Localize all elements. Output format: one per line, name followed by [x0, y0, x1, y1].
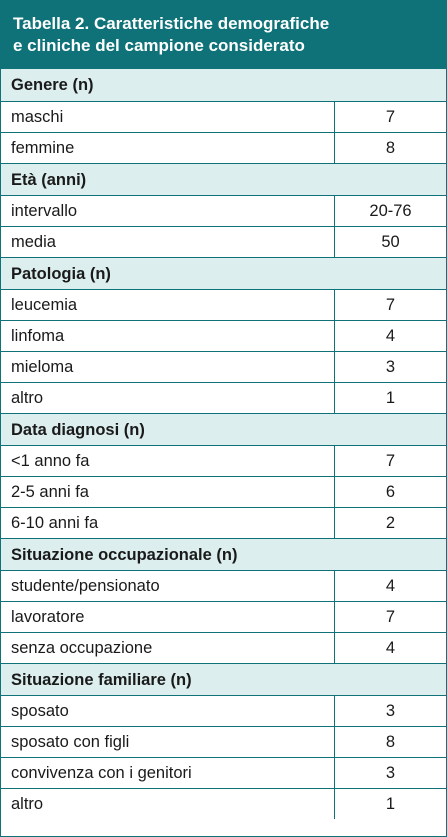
table-row — [1, 195, 446, 226]
row-label: lavoratore — [11, 608, 85, 626]
row-value: 4 — [334, 633, 446, 663]
table-row — [1, 601, 446, 632]
row-label: femmine — [11, 139, 75, 157]
row-value: 50 — [334, 227, 446, 257]
section-heading-label: Genere (n) — [11, 76, 94, 94]
table-row — [1, 757, 446, 788]
table-row — [1, 788, 446, 819]
row-label: 6-10 anni fa — [11, 514, 99, 532]
row-value: 4 — [334, 321, 446, 351]
section-heading — [1, 163, 446, 195]
section-heading-label: Patologia (n) — [11, 265, 111, 283]
row-value: 7 — [334, 290, 446, 320]
table-row — [1, 132, 446, 163]
row-label: intervallo — [11, 202, 78, 220]
row-value: 1 — [334, 789, 446, 819]
table-row — [1, 726, 446, 757]
table-title-line-2: e cliniche del campione considerato — [13, 36, 305, 55]
row-value: 3 — [334, 758, 446, 788]
row-label: altro — [11, 795, 44, 813]
row-label: convivenza con i genitori — [11, 764, 192, 782]
table-row — [1, 476, 446, 507]
table-row — [1, 445, 446, 476]
row-label: senza occupazione — [11, 639, 153, 657]
section-heading-label: Situazione familiare (n) — [11, 671, 192, 689]
row-value: 8 — [334, 133, 446, 163]
section-heading — [1, 413, 446, 445]
row-value: 8 — [334, 727, 446, 757]
row-value: 3 — [334, 696, 446, 726]
table-row — [1, 289, 446, 320]
section-heading-label: Età (anni) — [11, 171, 87, 189]
table-row — [1, 695, 446, 726]
section-heading-label: Situazione occupazionale (n) — [11, 546, 238, 564]
row-value: 4 — [334, 571, 446, 601]
table-row — [1, 226, 446, 257]
row-label: leucemia — [11, 296, 78, 314]
row-label: studente/pensionato — [11, 577, 160, 595]
row-label: sposato con figli — [11, 733, 130, 751]
table-row — [1, 570, 446, 601]
row-value: 7 — [334, 446, 446, 476]
table-row — [1, 320, 446, 351]
row-label: mieloma — [11, 358, 74, 376]
section-heading-label: Data diagnosi (n) — [11, 421, 145, 439]
row-value: 1 — [334, 383, 446, 413]
row-label: <1 anno fa — [11, 452, 90, 470]
table-row — [1, 101, 446, 132]
table-row — [1, 507, 446, 538]
row-value: 6 — [334, 477, 446, 507]
table-row — [1, 351, 446, 382]
row-value: 7 — [334, 102, 446, 132]
row-label: linfoma — [11, 327, 65, 345]
section-heading — [1, 663, 446, 695]
section-heading — [1, 69, 446, 101]
section-heading — [1, 257, 446, 289]
row-label: sposato — [11, 702, 69, 720]
table-row — [1, 632, 446, 663]
row-label: maschi — [11, 108, 64, 126]
row-value: 3 — [334, 352, 446, 382]
row-value: 7 — [334, 602, 446, 632]
table-row — [1, 382, 446, 413]
table-body — [1, 69, 446, 819]
row-label: 2-5 anni fa — [11, 483, 89, 501]
row-label: media — [11, 233, 56, 251]
row-label: altro — [11, 389, 44, 407]
row-value: 2 — [334, 508, 446, 538]
section-heading — [1, 538, 446, 570]
row-value: 20-76 — [334, 196, 446, 226]
table-title — [1, 1, 446, 69]
table-title-line-1: Tabella 2. Caratteristiche demografiche — [13, 14, 330, 33]
